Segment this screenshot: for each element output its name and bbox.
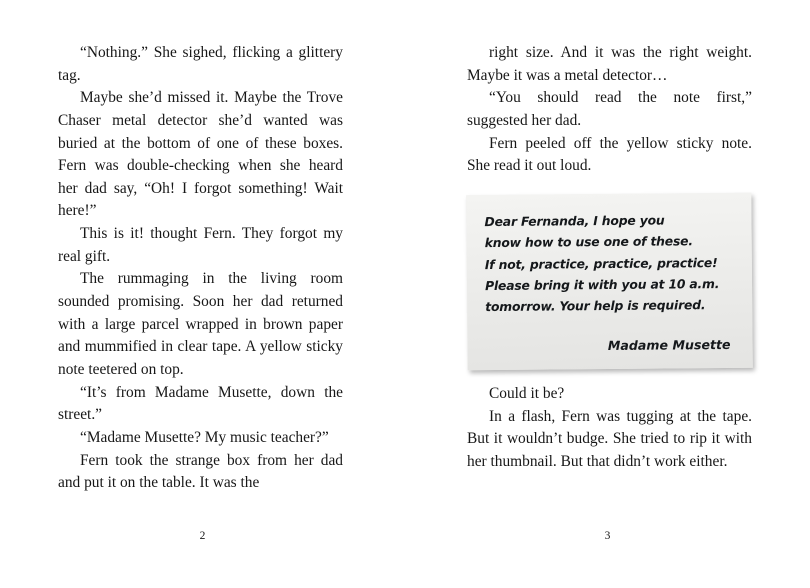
page-number: 3 [604,530,611,542]
paragraph: Fern took the strange box from her dad and put it on the table. It was the [58,451,343,492]
note-line: tomorrow. Your help is required. [485,297,706,315]
paragraph: The rummaging in the living room sounded promising. Soon her dad returned with a large parcel wrapped in brown paper and mummified in clear tape. A yellow sticky note teetered on top. [58,270,343,378]
left-page-body [58,42,343,495]
note-line: know how to use one of these. [484,233,693,251]
right-page-body [467,42,752,474]
note-signature: Madame Musette [607,336,731,353]
paragraph: “You should read the note first,” suggested her dad. [467,89,752,129]
note-line: If not, practice, practice, practice! [484,254,718,272]
right-page [405,0,810,588]
sticky-note [466,193,753,371]
page-number: 2 [199,530,206,542]
paragraph: Maybe she’d missed it. Maybe the Trove Chaser metal detector she’d wanted was buried at the bottom of one of these boxes. Fern was double-checking when she heard her dad say, “Oh! I forgot something! Wait here!” [58,89,343,220]
paragraph: “It’s from Madame Musette, down the street.” [58,383,343,424]
paragraph: In a flash, Fern was tugging at the tape. But it wouldn’t budge. She tried to rip it with her thumbnail. But that didn’t work either. [467,407,752,470]
paragraph: “Nothing.” She sighed, flicking a glittery tag. [58,44,343,84]
paragraph: This is it! thought Fern. They forgot my real gift. [58,225,343,265]
paragraph: Could it be? [489,384,565,402]
paragraph: right size. And it was the right weight. Maybe it was a metal detector… [467,44,752,84]
note-line: Dear Fernanda, I hope you [484,212,665,229]
sticky-note-illustration [467,194,752,369]
paragraph: Fern peeled off the yellow sticky note. She read it out loud. [467,134,752,175]
note-line: Please bring it with you at 10 a.m. [484,275,720,293]
paragraph: “Madame Musette? My music teacher?” [80,428,329,446]
